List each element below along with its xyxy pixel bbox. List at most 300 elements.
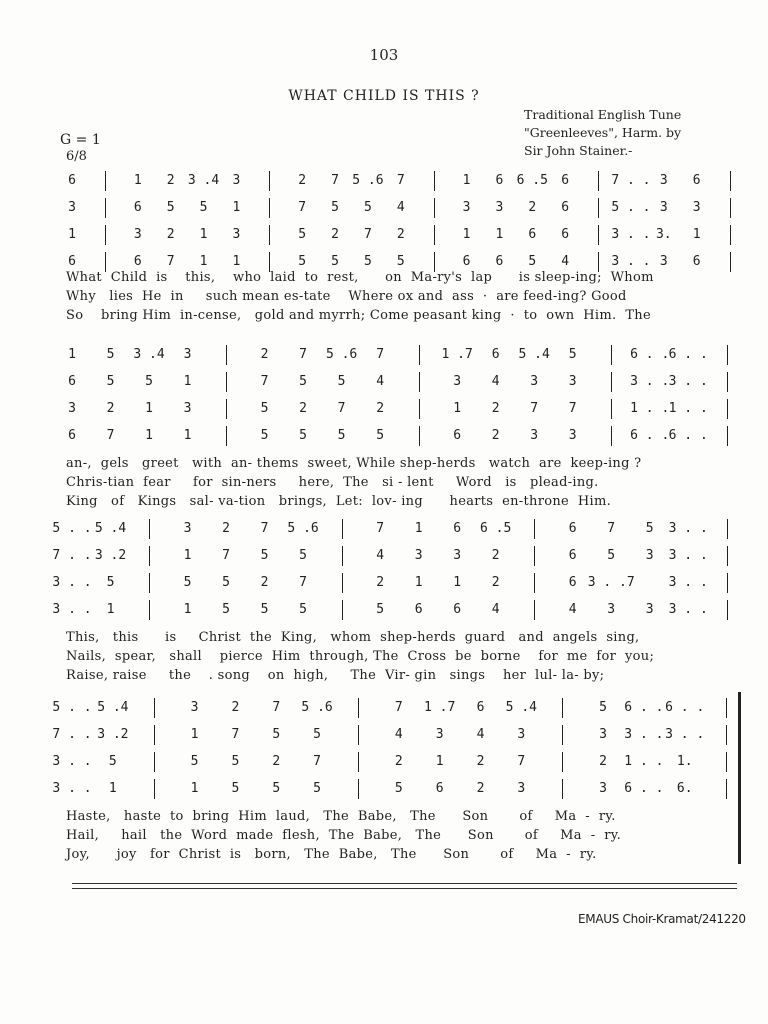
- note: 6: [495, 173, 504, 188]
- bar-line: [342, 600, 343, 620]
- note: 5: [108, 754, 117, 769]
- note: 1: [145, 401, 153, 416]
- note: 1: [190, 781, 199, 796]
- note: 5: [272, 727, 281, 742]
- note: 5 .6: [301, 700, 333, 715]
- time-signature: 6/8: [66, 149, 87, 164]
- note: 3: [183, 347, 192, 362]
- note: 3: [190, 700, 199, 715]
- bar-line: [534, 600, 535, 620]
- bar-line: [726, 725, 727, 745]
- note: 6: [568, 548, 577, 563]
- lyric-line: This, this is Christ the King, whom shep-herds guard and angels sing,: [66, 630, 640, 645]
- note: 3: [530, 428, 539, 443]
- note: 2: [491, 575, 500, 590]
- note: 6 . .: [624, 700, 664, 715]
- note: 6.: [676, 781, 693, 796]
- note: 7: [530, 401, 539, 416]
- note: 5: [313, 781, 321, 796]
- bar-line: [611, 399, 612, 419]
- note: 5: [331, 254, 339, 269]
- note: 6: [476, 700, 485, 715]
- note: 3: [183, 521, 192, 536]
- bar-line: [562, 725, 563, 745]
- note: 5: [299, 602, 307, 617]
- note: 5: [145, 374, 153, 389]
- note: 1: [462, 173, 471, 188]
- attribution-line: Traditional English Tune: [524, 107, 682, 122]
- note: 1: [106, 602, 115, 617]
- lyric-line: Hail, hail the Word made flesh, The Babe, The Son of Ma - ry.: [66, 828, 622, 843]
- note: 6: [453, 602, 462, 617]
- bar-line: [105, 198, 106, 218]
- note: 4: [568, 602, 577, 617]
- note: 1: [199, 227, 208, 242]
- note: 3: [453, 374, 462, 389]
- note: 3: [133, 227, 142, 242]
- lyric-line: King of Kings sal- va-tion brings, Let: lov- ing hearts en-throne Him.: [66, 494, 612, 509]
- song-title: WHAT CHILD IS THIS ?: [288, 88, 480, 104]
- note: 3: [692, 200, 701, 215]
- note: 6: [68, 173, 76, 188]
- bar-line: [226, 345, 227, 365]
- note: 1: [232, 200, 241, 215]
- note: 6: [692, 173, 701, 188]
- bar-line: [269, 225, 270, 245]
- bar-line: [727, 372, 728, 392]
- note: 3 . .: [668, 575, 708, 590]
- note: 1: [692, 227, 701, 242]
- note: 5: [106, 575, 115, 590]
- note: 3: [607, 602, 616, 617]
- note: 6: [453, 428, 462, 443]
- note: 7: [298, 200, 307, 215]
- bar-line: [149, 546, 150, 566]
- note: 5: [272, 781, 281, 796]
- note: 3 . .: [52, 602, 92, 617]
- bar-line: [730, 252, 731, 272]
- note: 6 .5: [516, 173, 548, 188]
- note: 6: [561, 173, 570, 188]
- note: 7: [260, 521, 269, 536]
- key-signature: G = 1: [60, 132, 101, 148]
- note: 5: [313, 727, 321, 742]
- note: 3 . .: [611, 227, 651, 242]
- note: 7: [396, 173, 405, 188]
- note: 3 . .7: [587, 575, 635, 590]
- note: 1.: [676, 754, 693, 769]
- note: 5 . .: [52, 521, 92, 536]
- bar-line: [727, 345, 728, 365]
- lyric-line: So bring Him in-cense, gold and myrrh; Come peasant king · to own Him. The: [66, 308, 651, 323]
- staff-line: [0, 197, 768, 219]
- bar-line: [727, 519, 728, 539]
- bar-line: [226, 426, 227, 446]
- note: 2: [491, 548, 500, 563]
- bar-line: [598, 252, 599, 272]
- note: 7: [299, 575, 307, 590]
- bar-line: [342, 546, 343, 566]
- choir-credit: EMAUS Choir-Kramat/241220: [578, 912, 746, 926]
- note: 5 . .: [52, 700, 92, 715]
- bar-line: [419, 345, 420, 365]
- staff-line: [0, 751, 768, 773]
- note: 7: [272, 700, 281, 715]
- note: 2: [106, 401, 115, 416]
- bar-line: [562, 752, 563, 772]
- bar-line: [269, 252, 270, 272]
- note: 6: [133, 254, 142, 269]
- note: 5: [396, 254, 405, 269]
- note: 2: [272, 754, 281, 769]
- bar-line: [226, 399, 227, 419]
- lyric-line: Why lies He in such mean es-tate Where ox and ass · are feed-ing? Good: [66, 289, 627, 304]
- note: 2: [331, 227, 339, 242]
- note: 1 .7: [423, 700, 456, 715]
- note: 6: [561, 227, 570, 242]
- staff-line: [0, 545, 768, 567]
- note: 5: [106, 374, 115, 389]
- note: 1: [108, 781, 117, 796]
- note: 6: [495, 254, 504, 269]
- bar-line: [726, 779, 727, 799]
- lyric-line: an-, gels greet with an- thems sweet, While shep-herds watch are keep-ing ?: [66, 456, 642, 471]
- note: 2: [166, 227, 175, 242]
- note: 5: [528, 254, 537, 269]
- bar-line: [727, 399, 728, 419]
- note: 2: [476, 781, 485, 796]
- note: 6: [68, 254, 76, 269]
- note: 6: [692, 254, 701, 269]
- note: 6 . .: [665, 700, 705, 715]
- note: 2: [599, 754, 607, 769]
- staff-line: [0, 572, 768, 594]
- note: 7: [331, 173, 339, 188]
- note: 3: [462, 200, 471, 215]
- note: 7: [166, 254, 175, 269]
- bar-line: [358, 725, 359, 745]
- note: 7: [607, 521, 616, 536]
- bar-line: [419, 399, 420, 419]
- note: 4: [394, 727, 403, 742]
- note: 5: [260, 548, 269, 563]
- note: 6: [462, 254, 471, 269]
- note: 2: [491, 401, 500, 416]
- note: 5: [260, 428, 269, 443]
- bar-line: [154, 725, 155, 745]
- note: 2: [528, 200, 537, 215]
- lyric-line: What Child is this, who laid to rest, on Ma-ry's lap is sleep-ing; Whom: [66, 270, 654, 285]
- attribution-line: Sir John Stainer.-: [524, 143, 633, 158]
- note: 1: [453, 401, 462, 416]
- note: 6: [528, 227, 537, 242]
- note: 7: [517, 754, 526, 769]
- bar-line: [434, 225, 435, 245]
- note: 3: [645, 548, 654, 563]
- note: 3: [659, 173, 668, 188]
- note: 2: [260, 575, 269, 590]
- note: 3 .4: [133, 347, 165, 362]
- staff-line: [0, 778, 768, 800]
- note: 5: [363, 254, 372, 269]
- bar-line: [419, 372, 420, 392]
- bar-line: [154, 752, 155, 772]
- bar-line: [434, 252, 435, 272]
- note: 3 . .: [668, 374, 708, 389]
- note: 5: [337, 428, 346, 443]
- note: 3: [453, 548, 462, 563]
- note: 4: [491, 374, 500, 389]
- note: 3: [232, 227, 241, 242]
- bar-line: [730, 198, 731, 218]
- bar-line: [534, 573, 535, 593]
- bar-line: [611, 372, 612, 392]
- note: 1: [183, 374, 192, 389]
- staff-line: [0, 371, 768, 393]
- bar-line: [727, 573, 728, 593]
- note: 5: [199, 200, 208, 215]
- note: 5 .4: [94, 521, 127, 536]
- note: 3: [435, 727, 444, 742]
- note: 5: [231, 781, 240, 796]
- footer-divider: [72, 883, 737, 884]
- bar-line: [358, 698, 359, 718]
- note: 2: [222, 521, 230, 536]
- note: 1: [183, 602, 192, 617]
- note: 7: [337, 401, 346, 416]
- note: 3 . .: [52, 575, 92, 590]
- note: 5: [231, 754, 240, 769]
- note: 7: [363, 227, 372, 242]
- bar-line: [534, 546, 535, 566]
- footer-divider: [72, 888, 737, 889]
- note: 5: [607, 548, 616, 563]
- note: 3 . .: [668, 602, 708, 617]
- attribution: [524, 106, 681, 160]
- note: 3 . .: [668, 521, 708, 536]
- note: 5: [299, 428, 307, 443]
- note: 5: [299, 374, 307, 389]
- note: 7 . .: [611, 173, 651, 188]
- note: 2: [394, 754, 403, 769]
- note: 7: [376, 347, 385, 362]
- note: 5: [222, 602, 230, 617]
- bar-line: [105, 252, 106, 272]
- note: 3: [599, 727, 607, 742]
- bar-line: [269, 198, 270, 218]
- note: 3 .2: [94, 548, 127, 563]
- note: 1: [462, 227, 471, 242]
- note: 6: [68, 428, 76, 443]
- note: 3 . .: [624, 727, 664, 742]
- lyric-line: Nails, spear, shall pierce Him through, The Cross be borne for me for you;: [66, 649, 655, 664]
- note: 2: [231, 700, 240, 715]
- note: 5: [645, 521, 654, 536]
- note: 7: [376, 521, 385, 536]
- note: 3: [659, 200, 668, 215]
- attribution-line: "Greenleeves", Harm. by: [524, 125, 682, 140]
- note: 5: [106, 347, 115, 362]
- bar-line: [598, 171, 599, 191]
- bar-line: [342, 573, 343, 593]
- bar-line: [726, 698, 727, 718]
- bar-line: [611, 345, 612, 365]
- note: 6: [561, 200, 570, 215]
- note: 3: [517, 727, 526, 742]
- note: 1 . .: [630, 401, 670, 416]
- note: 2: [299, 401, 307, 416]
- staff-line: [0, 518, 768, 540]
- bar-line: [562, 698, 563, 718]
- note: 3: [517, 781, 526, 796]
- bar-line: [611, 426, 612, 446]
- bar-line: [358, 752, 359, 772]
- note: 7: [299, 347, 307, 362]
- bar-line: [154, 698, 155, 718]
- lyric-line: Chris-tian fear for sin-ners here, The si - lent Word is plead-ing.: [66, 475, 599, 490]
- note: 5 .4: [505, 700, 537, 715]
- note: 1: [435, 754, 444, 769]
- note: 5 . .: [611, 200, 651, 215]
- note: 6 . .: [668, 428, 708, 443]
- bar-line: [562, 779, 563, 799]
- note: 5: [394, 781, 403, 796]
- note: 1: [232, 254, 241, 269]
- bar-line: [727, 546, 728, 566]
- note: 6: [568, 521, 577, 536]
- note: 5: [331, 200, 339, 215]
- note: 5: [376, 428, 385, 443]
- bar-line: [434, 198, 435, 218]
- note: 3: [568, 374, 577, 389]
- staff-line: [0, 170, 768, 192]
- bar-line: [226, 372, 227, 392]
- note: 1: [414, 575, 423, 590]
- note: 1 .7: [441, 347, 473, 362]
- lyric-line: Haste, haste to bring Him laud, The Babe, The Son of Ma - ry.: [66, 809, 616, 824]
- staff-line: [0, 724, 768, 746]
- note: 6: [491, 347, 500, 362]
- note: 1: [453, 575, 462, 590]
- staff-line: [0, 398, 768, 420]
- bar-line: [730, 225, 731, 245]
- note: 3 . .: [630, 374, 670, 389]
- final-bar-line: [738, 692, 741, 864]
- note: 6 . .: [668, 347, 708, 362]
- bar-line: [149, 600, 150, 620]
- note: 5: [299, 548, 307, 563]
- note: 3: [645, 602, 654, 617]
- note: 1: [183, 548, 192, 563]
- note: 3: [414, 548, 423, 563]
- note: 1: [495, 227, 504, 242]
- note: 1: [68, 347, 76, 362]
- staff-line: [0, 344, 768, 366]
- note: 2: [166, 173, 175, 188]
- note: 4: [376, 374, 385, 389]
- note: 5: [183, 575, 192, 590]
- bar-line: [727, 426, 728, 446]
- note: 3: [495, 200, 504, 215]
- note: 3 . .: [665, 727, 705, 742]
- note: 6: [568, 575, 577, 590]
- note: 1: [68, 227, 76, 242]
- note: 5: [363, 200, 372, 215]
- note: 3: [599, 781, 607, 796]
- bar-line: [727, 600, 728, 620]
- note: 6: [414, 602, 423, 617]
- note: 5 .4: [97, 700, 129, 715]
- note: 5 .6: [325, 347, 358, 362]
- note: 3 . .: [52, 781, 92, 796]
- bar-line: [149, 519, 150, 539]
- note: 2: [476, 754, 485, 769]
- bar-line: [105, 171, 106, 191]
- note: 3: [530, 374, 539, 389]
- bar-line: [419, 426, 420, 446]
- note: 7: [222, 548, 230, 563]
- note: 7: [568, 401, 577, 416]
- note: 5: [337, 374, 346, 389]
- note: 2: [376, 575, 385, 590]
- note: 3: [68, 200, 76, 215]
- bar-line: [358, 779, 359, 799]
- bar-line: [598, 198, 599, 218]
- note: 6: [68, 374, 76, 389]
- note: 3 . .: [611, 254, 651, 269]
- note: 1 . .: [624, 754, 664, 769]
- note: 3: [183, 401, 192, 416]
- note: 5: [568, 347, 577, 362]
- note: 2: [376, 401, 385, 416]
- bar-line: [534, 519, 535, 539]
- note: 5: [298, 254, 307, 269]
- note: 2: [396, 227, 405, 242]
- note: 3.: [655, 227, 672, 242]
- note: 3 .4: [187, 173, 220, 188]
- note: 3 . .: [668, 548, 708, 563]
- note: 6 . .: [630, 347, 670, 362]
- note: 3: [232, 173, 241, 188]
- note: 5 .6: [287, 521, 319, 536]
- bar-line: [342, 519, 343, 539]
- bar-line: [726, 752, 727, 772]
- note: 5: [260, 401, 269, 416]
- note: 6: [435, 781, 444, 796]
- note: 6 . .: [630, 428, 670, 443]
- note: 7: [394, 700, 403, 715]
- lyric-line: Raise, raise the . song on high, The Vir- gin sings her lul- la- by;: [66, 668, 605, 683]
- bar-line: [154, 779, 155, 799]
- bar-line: [730, 171, 731, 191]
- note: 5: [376, 602, 385, 617]
- note: 4: [561, 254, 570, 269]
- note: 7: [231, 727, 240, 742]
- note: 2: [260, 347, 269, 362]
- staff-line: [0, 697, 768, 719]
- note: 1: [190, 727, 199, 742]
- note: 6: [453, 521, 462, 536]
- note: 1: [414, 521, 423, 536]
- note: 5: [190, 754, 199, 769]
- staff-line: [0, 599, 768, 621]
- note: 5 .6: [352, 173, 384, 188]
- bar-line: [598, 225, 599, 245]
- note: 5: [166, 200, 175, 215]
- note: 1: [183, 428, 192, 443]
- bar-line: [434, 171, 435, 191]
- bar-line: [269, 171, 270, 191]
